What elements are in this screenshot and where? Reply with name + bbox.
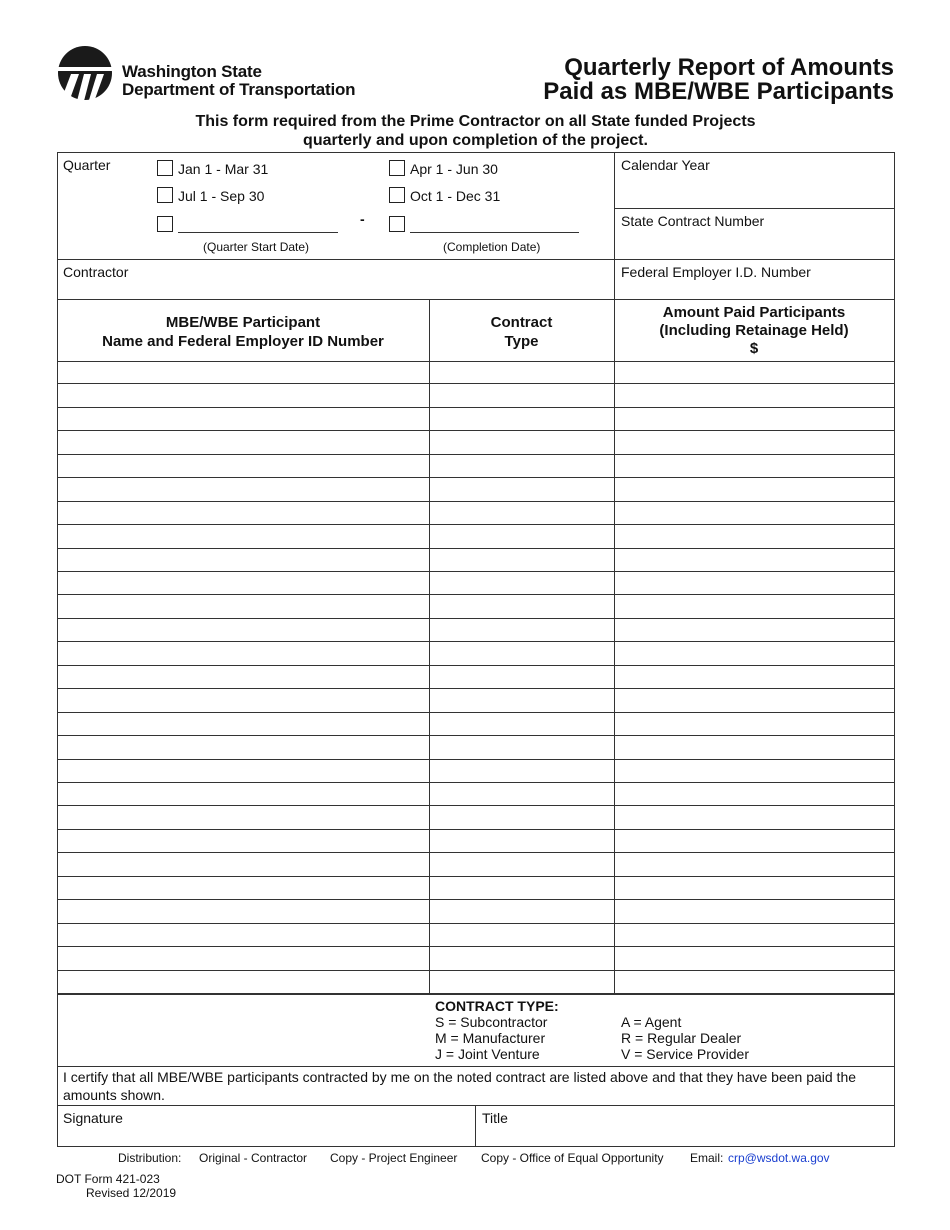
subtitle-line2: quarterly and upon completion of the project. — [303, 132, 648, 149]
col-amount-line1: Amount Paid Participants — [662, 304, 846, 321]
footer-copy-pe: Copy - Project Engineer — [330, 1151, 458, 1165]
table-row[interactable] — [57, 947, 894, 970]
footer-distribution: Distribution: — [118, 1151, 182, 1165]
contract-type-j: J = Joint Venture — [435, 1046, 540, 1062]
signature-label[interactable]: Signature — [63, 1110, 123, 1126]
table-row[interactable] — [57, 760, 894, 783]
table-row[interactable] — [57, 666, 894, 689]
table-row[interactable] — [57, 713, 894, 736]
table-row[interactable] — [57, 877, 894, 900]
table-row[interactable] — [57, 408, 894, 431]
footer-email-label: Email: — [690, 1151, 724, 1165]
table-row[interactable] — [57, 384, 894, 407]
table-row[interactable] — [57, 549, 894, 572]
form-title-line2: Paid as MBE/WBE Participants — [543, 78, 894, 105]
contractor-label[interactable]: Contractor — [63, 264, 129, 280]
contract-type-m: M = Manufacturer — [435, 1030, 546, 1046]
checkbox-custom-start[interactable] — [157, 216, 173, 232]
form-number: DOT Form 421-023 — [56, 1172, 160, 1186]
option-q4-label: Oct 1 - Dec 31 — [410, 188, 501, 204]
option-q2-label: Apr 1 - Jun 30 — [410, 161, 498, 177]
subtitle-line1: This form required from the Prime Contractor on all State funded Projects — [195, 113, 756, 130]
contract-type-v: V = Service Provider — [621, 1046, 749, 1062]
footer-original: Original - Contractor — [199, 1151, 308, 1165]
state-contract-number-label[interactable]: State Contract Number — [621, 213, 765, 229]
table-row[interactable] — [57, 689, 894, 712]
table-row[interactable] — [57, 361, 894, 384]
certify-line1: I certify that all MBE/WBE participants contracted by me on the noted contract are listed above and that they have been paid the — [63, 1069, 857, 1085]
col-amount-header — [614, 304, 894, 358]
checkbox-q4[interactable] — [389, 187, 405, 203]
table-row[interactable] — [57, 806, 894, 829]
table-row[interactable] — [57, 900, 894, 923]
table-row[interactable] — [57, 431, 894, 454]
col-participant-line1: MBE/WBE Participant — [165, 314, 321, 331]
footer-email-link[interactable]: crp@wsdot.wa.gov — [728, 1151, 830, 1165]
calendar-year-label[interactable]: Calendar Year — [621, 157, 710, 173]
form-revised: Revised 12/2019 — [86, 1186, 177, 1200]
table-row[interactable] — [57, 478, 894, 501]
table-row[interactable] — [57, 830, 894, 853]
table-row[interactable] — [57, 783, 894, 806]
checkbox-q3[interactable] — [157, 187, 173, 203]
option-q3-label: Jul 1 - Sep 30 — [178, 188, 265, 204]
org-name-line2: Department of Transportation — [122, 80, 356, 99]
completion-date-field[interactable] — [410, 232, 579, 233]
federal-employer-id-label[interactable]: Federal Employer I.D. Number — [621, 264, 811, 280]
col-contract-type-line1: Contract — [490, 314, 553, 331]
table-row[interactable] — [57, 853, 894, 876]
col-amount-line3: $ — [749, 340, 759, 357]
quarter-label: Quarter — [63, 157, 111, 173]
form-title-line1: Quarterly Report of Amounts — [564, 54, 894, 81]
contract-type-heading: CONTRACT TYPE: — [435, 998, 559, 1014]
table-row[interactable] — [57, 455, 894, 478]
table-row[interactable] — [57, 502, 894, 525]
checkbox-q2[interactable] — [389, 160, 405, 176]
table-row[interactable] — [57, 971, 894, 994]
option-q1-label: Jan 1 - Mar 31 — [178, 161, 269, 177]
table-row[interactable] — [57, 572, 894, 595]
table-row[interactable] — [57, 619, 894, 642]
col-contract-type-header — [429, 313, 614, 351]
checkbox-q1[interactable] — [157, 160, 173, 176]
quarter-start-date-field[interactable] — [178, 232, 338, 233]
table-row[interactable] — [57, 595, 894, 618]
certify-line2: amounts shown. — [63, 1087, 165, 1103]
col-contract-type-line2: Type — [504, 333, 539, 350]
contract-type-s: S = Subcontractor — [435, 1014, 548, 1030]
col-participant-header — [57, 313, 429, 351]
contract-type-r: R = Regular Dealer — [621, 1030, 742, 1046]
table-row[interactable] — [57, 736, 894, 759]
date-range-dash: - — [360, 211, 365, 227]
footer-copy-eo: Copy - Office of Equal Opportunity — [481, 1151, 664, 1165]
wsdot-logo-icon — [57, 45, 113, 101]
contract-type-a: A = Agent — [621, 1014, 682, 1030]
checkbox-completion[interactable] — [389, 216, 405, 232]
wsdot-logo — [57, 45, 113, 101]
completion-caption: (Completion Date) — [443, 240, 541, 254]
quarter-start-caption: (Quarter Start Date) — [203, 240, 310, 254]
table-row[interactable] — [57, 525, 894, 548]
col-participant-line2: Name and Federal Employer ID Number — [102, 333, 384, 350]
table-row[interactable] — [57, 924, 894, 947]
col-amount-line2: (Including Retainage Held) — [659, 322, 849, 339]
title-label[interactable]: Title — [482, 1110, 508, 1126]
org-name-line1: Washington State — [122, 62, 262, 81]
table-row[interactable] — [57, 642, 894, 665]
